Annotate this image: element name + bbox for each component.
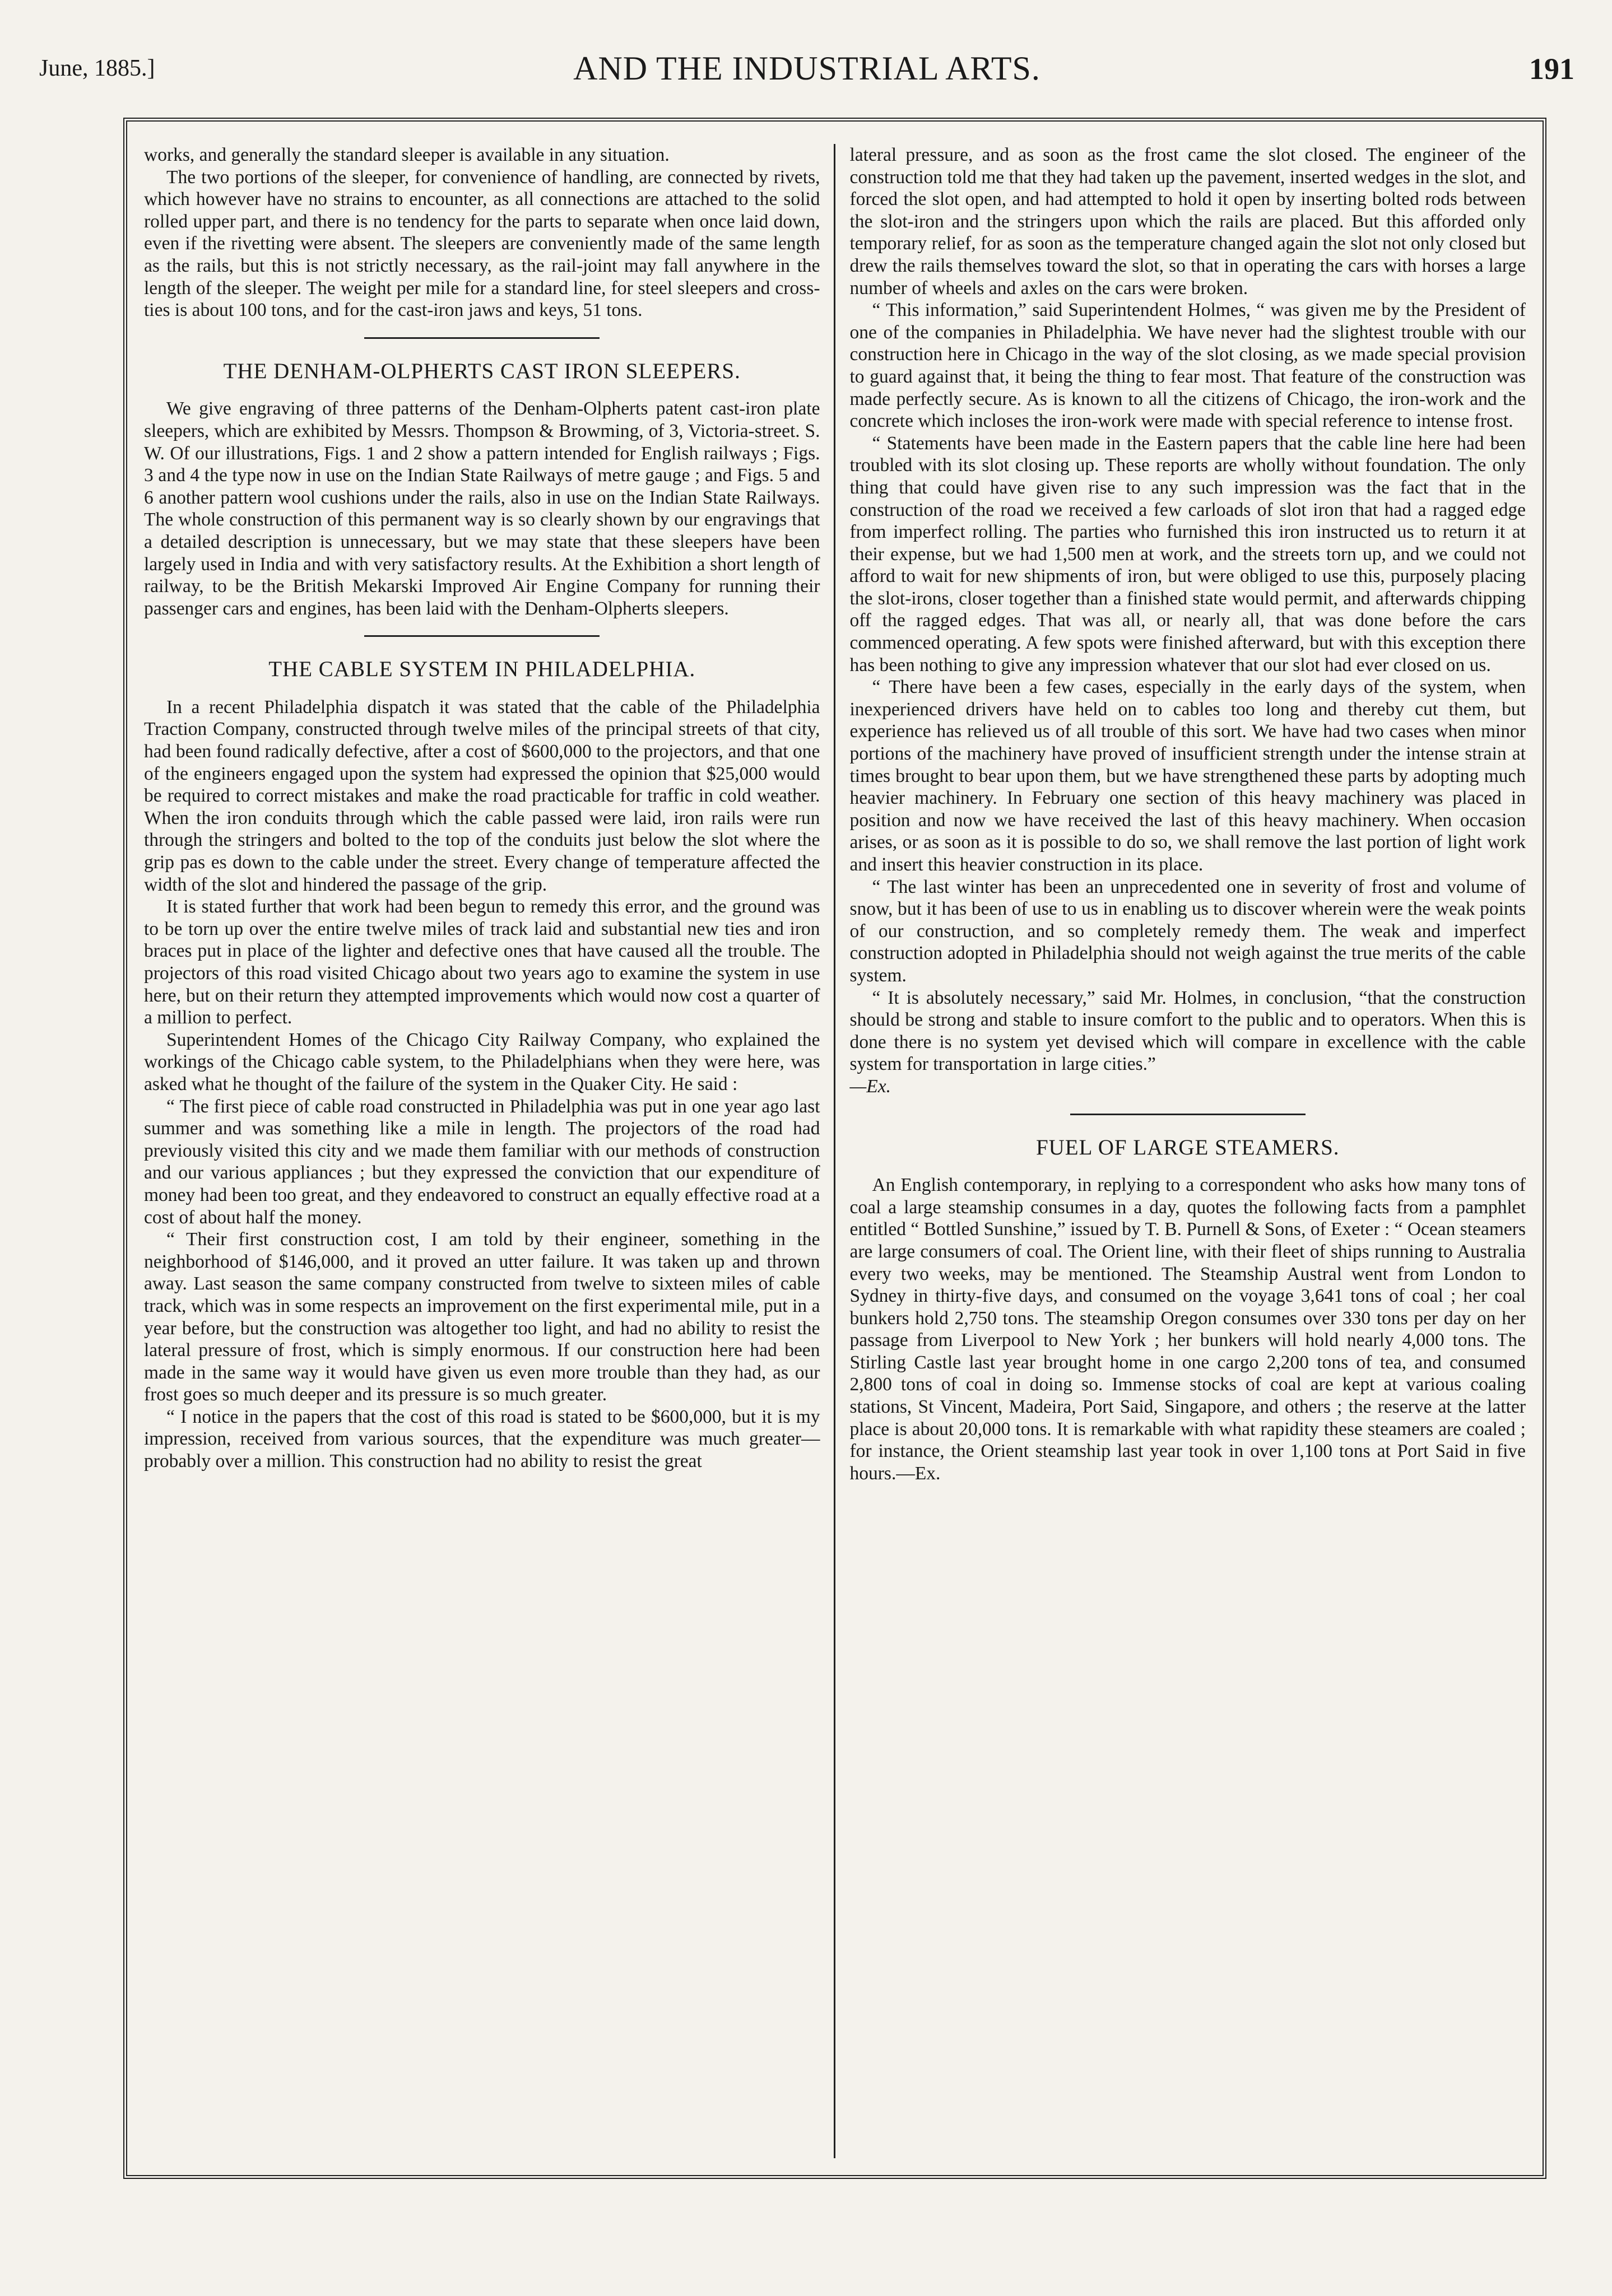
paragraph: “ Statements have been made in the Eastern papers that the cable line here had been troubled with its slot closing up. These reports are wholly without foundation. The only thing that could have given rise to any such impression was the fact that in the construction of the road we received a few carloads of slot iron that had a ragged edge from imperfect rolling. The parties who furnished this iron instructed us to return it at their expense, but we had 1,500 men at work, and the streets torn up, and we could not afford to wait for new shipments of iron, but were obliged to use this, purposely placing the slot-irons, closer together than a finished state would permit, and afterwards chipping off the ragged edges. That was all, or nearly all, that was done before the cars commenced operating. A few spots were finished afterward, but with this exception there has been nothing to give any impression whatever that our slot had ever closed on us. — [849, 432, 1526, 676]
paragraph: “ It is absolutely necessary,” said Mr. Holmes, in conclusion, “that the construction should be strong and stable to insure comfort to the public and to operators. When this is done there is no system yet devised which will compare in excellence with the cable system for transportation in large cities.” — [849, 987, 1526, 1075]
source-credit — [850, 1075, 1526, 1098]
paragraph: “ I notice in the papers that the cost of this road is stated to be $600,000, but it is my impression, received from various sources, that the expenditure was much greater—probably over a million. This construction had no ability to resist the great — [144, 1406, 820, 1472]
text-columns — [144, 144, 1526, 2158]
paragraph: works, and generally the standard sleeper is available in any situation. — [144, 145, 670, 165]
article-heading-cable: THE CABLE SYSTEM IN PHILADELPHIA. — [268, 657, 696, 682]
section-divider — [364, 337, 600, 339]
right-column — [835, 144, 1526, 2158]
issue-date: June, 1885.] — [39, 55, 155, 81]
paragraph: An English contemporary, in replying to a correspondent who asks how many tons of coal a large steamship consumes in a day, quotes the following facts from a pamphlet entitled “ Bottled Sunshine,” issued by T. B. Purnell & Sons, of Exeter : “ Ocean steamers are large consumers of coal. The Orient line, with their fleet of ships running to Australia every two weeks, may be mentioned. The Steamship Austral went from London to Sydney in thirty-five days, and consumed on the voyage 3,641 tons of coal ; her coal bunkers hold 2,750 tons. The steamship Oregon consumes over 330 tons per day on her passage from Liverpool to New York ; her bunkers will hold nearly 4,000 tons. The Stirling Castle last year brought home in one cargo 2,200 tons of tea, and consumed 2,800 tons of coal in doing so. Immense stocks of coal are kept at various coaling stations, St Vincent, Madeira, Port Said, Singapore, and others ; the reserve at the latter place is about 20,000 tons. It is remarkable with what rapidity these steamers are coaled ; for instance, the Orient steamship last year took in over 1,100 tons at Port Said in five hours.—Ex. — [849, 1175, 1526, 1484]
article-heading-fuel: FUEL OF LARGE STEAMERS. — [1035, 1135, 1340, 1159]
section-divider — [1070, 1114, 1306, 1115]
paragraph: Superintendent Homes of the Chicago City Railway Company, who explained the workings of the Chicago cable system, to the Philadelphians when they were here, was asked what he thought of the failure of the system in the Quaker City. He said : — [144, 1029, 820, 1095]
left-column — [144, 144, 834, 2158]
running-title: AND THE INDUSTRIAL ARTS. — [573, 50, 1040, 87]
paragraph: “ The first piece of cable road constructed in Philadelphia was put in one year ago last summer and was something like a mile in length. The projectors of the road had previously visited this city and we made them familiar with our methods of construction and our various appliances ; but they expressed the conviction that our expenditure of money had been too great, and they endeavored to construct an equally effective road at a cost of about half the money. — [144, 1096, 820, 1228]
paragraph: “ The last winter has been an unprecedented one in severity of frost and volume of snow, but it has been of use to us in enabling us to discover wherein were the weak points of our construction, and so completely remedy them. The weak and imperfect construction adopted in Philadelphia should not weigh against the true merits of the cable system. — [849, 876, 1526, 986]
page-number: 191 — [1529, 52, 1574, 86]
paragraph: “ Their first construction cost, I am told by their engineer, something in the neighborhood of $146,000, and it proved an utter failure. It was taken up and thrown away. Last season the same company constructed from twelve to sixteen miles of cable track, which was in some respects an improvement on the first experimental mile, put in a year before, but the construction was altogether too light, and had no ability to resist the lateral pressure of frost, which is simply enormous. If our construction here had been made in the same way it would have given us even more trouble than they had, as our frost goes so much deeper and its pressure is so much greater. — [144, 1229, 820, 1405]
article-heading-denham: THE DENHAM-OLPHERTS CAST IRON SLEEPERS. — [223, 358, 741, 383]
section-divider — [364, 635, 600, 637]
paragraph: “ This information,” said Superintendent Holmes, “ was given me by the President of one of the companies in Philadelphia. We have never had the slightest trouble with our construction here in Chicago in the way of the slot closing, as we made special provision to guard against that, it being the thing to fear most. That feature of the construction was made perfectly secure. As is known to all the citizens of Chicago, the iron-work and the concrete which incloses the iron-work were made with special reference to intense frost. — [849, 300, 1526, 432]
page-frame — [123, 118, 1546, 2179]
paragraph: In a recent Philadelphia dispatch it was stated that the cable of the Philadelphia Traction Company, constructed through twelve miles of the principal streets of that city, had been found radically defective, after a cost of $600,000 to the projectors, and that one of the engineers engaged upon the system had expressed the opinion that $25,000 would be required to correct mistakes and make the road practicable for traffic in cold weather. When the iron conduits through which the cable passed were laid, iron rails were run through the stringers and bolted to the top of the conduits just below the slot where the grip pas es down to the cable under the street. Every change of temperature affected the width of the slot and hindered the passage of the grip. — [144, 696, 820, 895]
source-credit-text: —Ex. — [849, 1075, 891, 1097]
page-header — [39, 49, 1574, 94]
paragraph: It is stated further that work had been begun to remedy this error, and the ground was to be torn up over the entire twelve miles of track laid and substantial new ties and iron braces put in place of the lighter and defective ones that have caused all the trouble. The projectors of this road visited Chicago about two years ago to examine the system in use here, but on their return they attempted improvements which would now cost a quarter of a million to perfect. — [144, 896, 820, 1028]
paragraph: “ There have been a few cases, especially in the early days of the system, when inexperienced drivers have held on to cables too long and thereby cut them, but experience has relieved us of all trouble of this sort. We have had two cases when minor portions of the machinery have proved of insufficient strength under the intense strain at times brought to bear upon them, but we have strengthened these parts by adopting much heavier machinery. In February one section of this heavy machinery was placed in position and now we have received the last of this heavy machinery. When occasion arises, or as soon as it is possible to do so, we shall remove the last portion of light work and insert this heavier construction in its place. — [849, 677, 1526, 875]
paragraph: We give engraving of three patterns of the Denham-Olpherts patent cast-iron plate sleepers, which are exhibited by Messrs. Thompson & Browming, of 3, Victoria-street. S. W. Of our illustrations, Figs. 1 and 2 show a pattern intended for English railways ; Figs. 3 and 4 the type now in use on the Indian State Railways of metre gauge ; and Figs. 5 and 6 another pattern wool cushions under the rails, also in use on the Indian State Railways. The whole construction of this permanent way is so clearly shown by our engravings that a detailed description is unnecessary, but we may state that these sleepers have been largely used in India and with very satisfactory results. At the Exhibition a short length of railway, to be the British Mekarski Improved Air Engine Company for running their passenger cars and engines, has been laid with the Denham-Olpherts sleepers. — [144, 398, 820, 619]
paragraph: The two portions of the sleeper, for convenience of handling, are connected by rivets, which however have no strains to encounter, as all connections are attached to the solid rolled upper part, and there is no tendency for the parts to separate when once laid down, even if the rivetting were absent. The sleepers are conveniently made of the same length as the rails, but this is not strictly necessary, as the rail-joint may fall anywhere in the length of the sleeper. The weight per mile for a standard line, for steel sleepers and cross-ties is about 100 tons, and for the cast-iron jaws and keys, 51 tons. — [144, 166, 820, 321]
paragraph: lateral pressure, and as soon as the frost came the slot closed. The engineer of the construction told me that they had taken up the pavement, inserted wedges in the slot, and forced the slot open, and had attempted to hold it open by inserting bolted rods between the slot-iron and the stringers upon which the rails are placed. But this afforded only temporary relief, for as soon as the temperature changed again the slot not only closed but drew the rails themselves toward the slot, so that in operating the cars with horses a large number of wheels and axles on the cars were broken. — [849, 145, 1526, 299]
